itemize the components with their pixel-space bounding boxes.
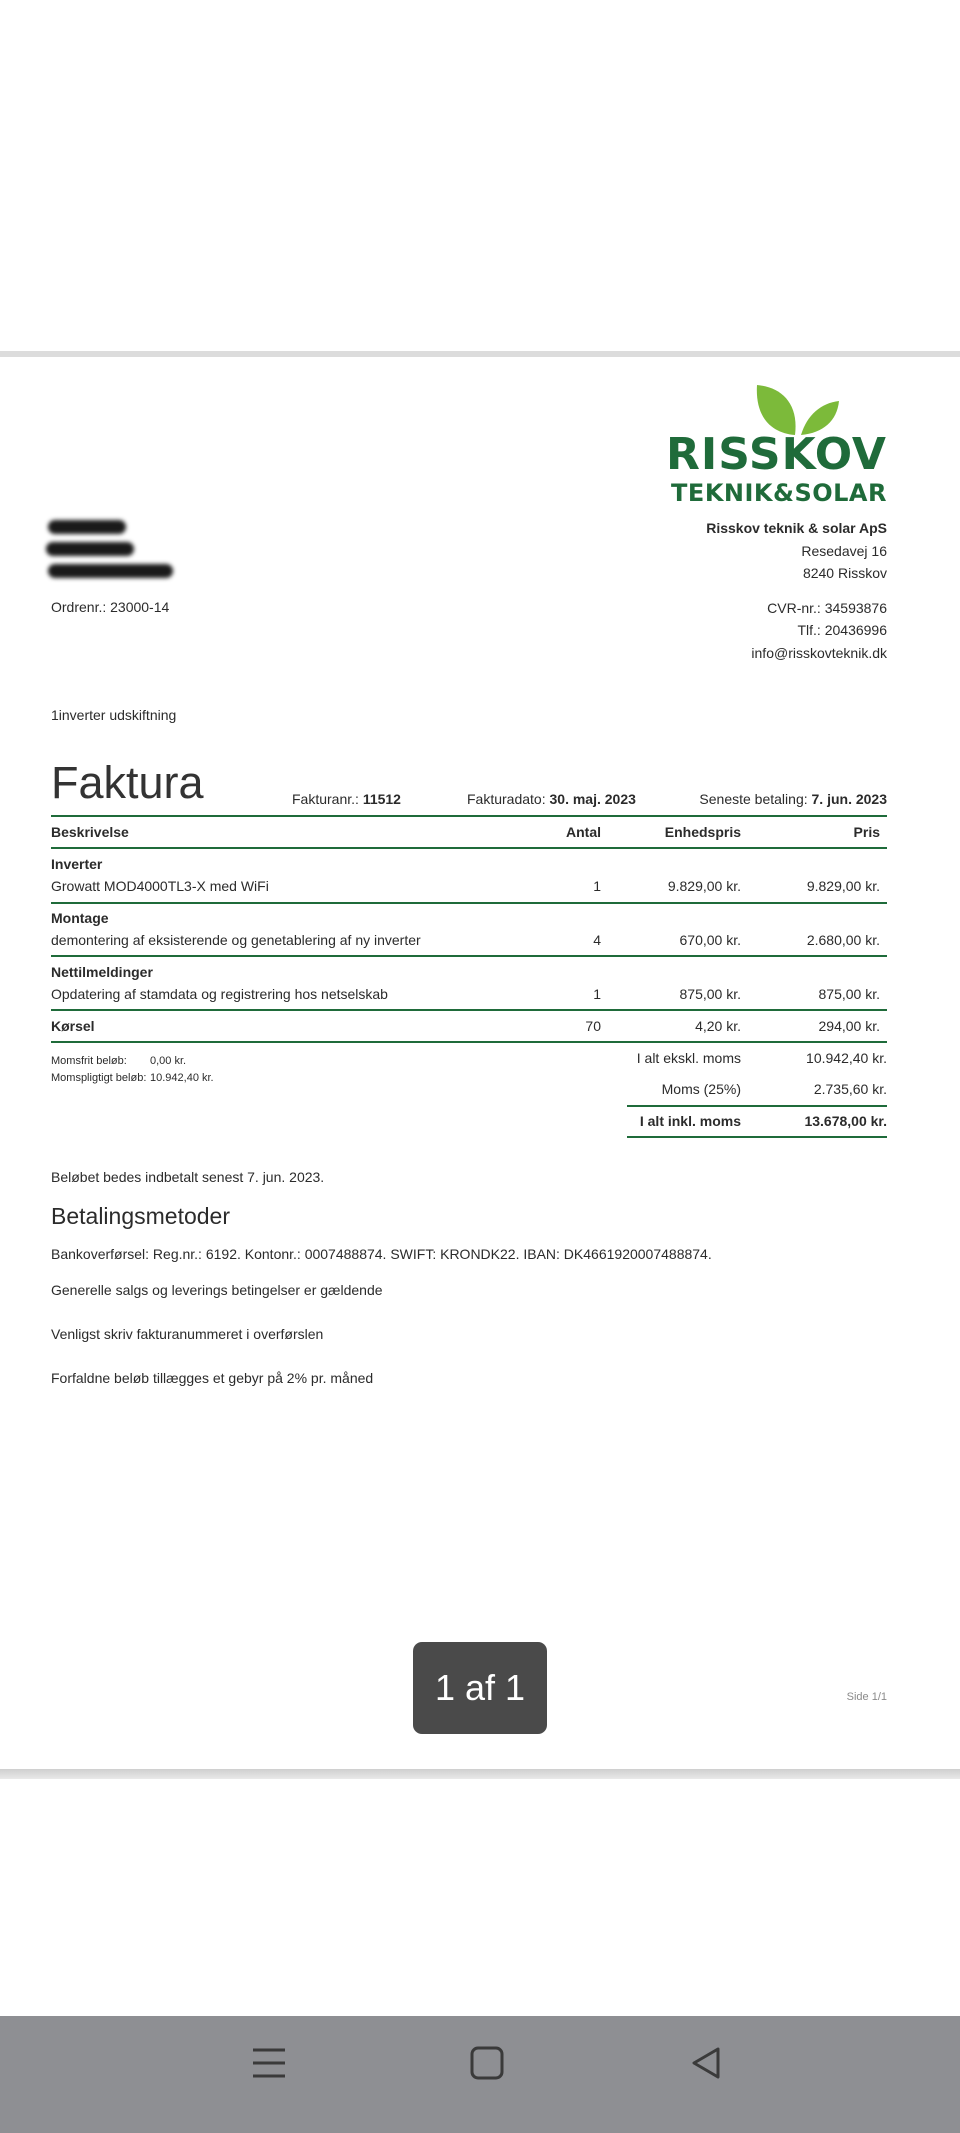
- row-description: Growatt MOD4000TL3-X med WiFi: [51, 878, 269, 894]
- invoice-date: [467, 791, 636, 807]
- table-bottom-rule: [51, 1041, 887, 1043]
- company-logo: [665, 381, 887, 507]
- row-price: 294,00 kr.: [818, 1018, 880, 1034]
- row-rule: [51, 1009, 887, 1011]
- vat-label: Moms (25%): [661, 1081, 741, 1097]
- totals-rule-bottom: [627, 1136, 887, 1138]
- total-incl-label: I alt inkl. moms: [639, 1113, 741, 1129]
- row-quantity: 1: [593, 878, 601, 894]
- invoice-number: [292, 791, 401, 807]
- recent-apps-icon[interactable]: [251, 2046, 287, 2080]
- reference-note: Venligst skriv fakturanummeret i overførslen: [51, 1326, 324, 1342]
- invoice-date-value: 30. maj. 2023: [549, 791, 636, 807]
- company-street: Resedavej 16: [801, 542, 887, 559]
- invoice-date-label: Fakturadato:: [467, 791, 550, 807]
- company-email: info@risskovteknik.dk: [751, 644, 887, 661]
- row-group-inverter: Inverter: [51, 856, 103, 872]
- row-quantity: 70: [585, 1018, 601, 1034]
- vat-liable-label: Momspligtigt beløb:: [51, 1072, 147, 1084]
- row-unit-price: 4,20 kr.: [695, 1018, 741, 1034]
- row-price: 2.680,00 kr.: [806, 932, 880, 948]
- row-unit-price: 9.829,00 kr.: [667, 878, 741, 894]
- terms-note: Generelle salgs og leverings betingelser er gældende: [51, 1282, 383, 1298]
- row-quantity: 4: [593, 932, 601, 948]
- invoice-due-value: 7. jun. 2023: [811, 791, 887, 807]
- row-group-montage: Montage: [51, 910, 109, 926]
- header-rule: [51, 847, 887, 849]
- company-city: 8240 Risskov: [802, 565, 887, 581]
- bank-details: Bankoverførsel: Reg.nr.: 6192. Kontonr.: 0007488874. SWIFT: KRONDK22. IBAN: DK4661920007488874.: [51, 1246, 712, 1262]
- row-price: 9.829,00 kr.: [806, 878, 880, 894]
- total-incl-value: 13.678,00 kr.: [804, 1113, 887, 1129]
- invoice-number-label: Fakturanr.:: [292, 791, 363, 807]
- row-quantity: 1: [593, 986, 601, 1002]
- vat-free-value: 0,00 kr.: [150, 1055, 187, 1067]
- vat-free-label: Momsfrit beløb:: [51, 1055, 127, 1067]
- invoice-title: Faktura: [51, 757, 204, 808]
- late-fee-note: Forfaldne beløb tillægges et gebyr på 2% pr. måned: [51, 1370, 374, 1386]
- company-name: Risskov teknik & solar ApS: [706, 520, 887, 536]
- row-price: 875,00 kr.: [818, 986, 880, 1002]
- row-group-nettilmeldinger: Nettilmeldinger: [51, 964, 153, 980]
- total-excl-value: 10.942,40 kr.: [806, 1050, 887, 1066]
- back-icon[interactable]: [688, 2046, 724, 2080]
- page-indicator: 1 af 1: [413, 1642, 547, 1734]
- row-rule: [51, 902, 887, 904]
- row-description: demontering af eksisterende og genetablering af ny inverter: [51, 932, 421, 948]
- invoice-due-label: Seneste betaling:: [699, 791, 812, 807]
- company-phone: Tlf.: 20436996: [797, 622, 887, 638]
- table-top-rule: [51, 815, 887, 817]
- header-quantity: Antal: [566, 824, 601, 840]
- page-number: Side 1/1: [846, 1691, 887, 1703]
- logo-text-teknik-solar: TEKNIK&SOLAR: [671, 479, 887, 507]
- invoice-due: [699, 791, 887, 807]
- company-info: [706, 517, 887, 664]
- home-icon[interactable]: [470, 2046, 506, 2080]
- row-group-korsel: Kørsel: [51, 1018, 95, 1034]
- row-rule: [51, 955, 887, 957]
- invoice-page: [0, 357, 960, 1769]
- header-unit-price: Enhedspris: [664, 824, 741, 840]
- total-excl-label: I alt ekskl. moms: [636, 1050, 741, 1066]
- payment-methods-title: Betalingsmetoder: [51, 1203, 230, 1229]
- company-cvr: CVR-nr.: 34593876: [767, 599, 887, 616]
- invoice-subject: 1inverter udskiftning: [51, 707, 177, 723]
- vat-value: 2.735,60 kr.: [813, 1081, 887, 1097]
- redacted-address-line: [46, 542, 134, 556]
- payment-note: Beløbet bedes indbetalt senest 7. jun. 2023.: [51, 1169, 325, 1185]
- row-unit-price: 670,00 kr.: [679, 932, 741, 948]
- order-number: Ordrenr.: 23000-14: [51, 599, 170, 615]
- system-nav-bar: [0, 2016, 960, 2133]
- logo-text-risskov: RISSKOV: [665, 429, 887, 480]
- page-bottom-edge: [0, 1769, 960, 1779]
- invoice-number-value: 11512: [362, 791, 401, 807]
- row-unit-price: 875,00 kr.: [679, 986, 741, 1002]
- header-price: Pris: [853, 824, 880, 840]
- vat-liable-value: 10.942,40 kr.: [150, 1072, 214, 1084]
- totals-rule-top: [627, 1105, 887, 1107]
- redacted-address-line: [48, 520, 126, 534]
- redacted-address-line: [48, 564, 173, 578]
- header-description: Beskrivelse: [51, 824, 129, 840]
- row-description: Opdatering af stamdata og registrering hos netselskab: [51, 986, 388, 1002]
